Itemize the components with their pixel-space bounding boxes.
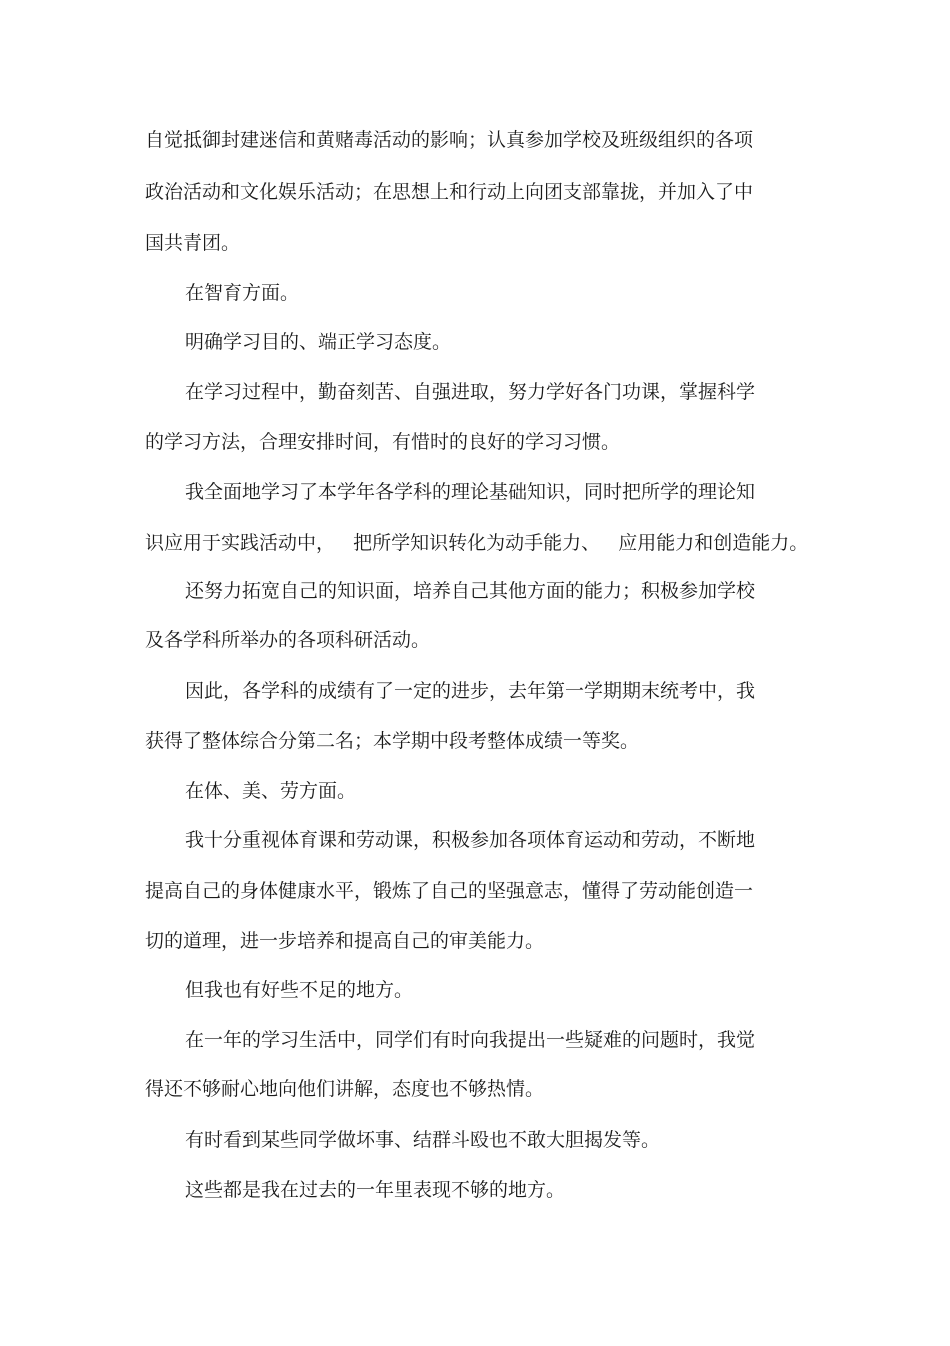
text-line: 的学习方法，合理安排时间，有惜时的良好的学习习惯。 — [145, 431, 621, 453]
paragraph-line: 在智育方面。 — [185, 282, 300, 304]
paragraph-line: 在一年的学习生活中，同学们有时向我提出一些疑难的问题时，我觉 — [185, 1029, 756, 1051]
paragraph-line: 因此，各学科的成绩有了一定的进步，去年第一学期期末统考中，我 — [185, 680, 756, 702]
text-line: 自觉抵御封建迷信和黄赌毒活动的影响；认真参加学校及班级组织的各项 — [145, 129, 754, 151]
paragraph-line: 明确学习目的、端正学习态度。 — [185, 331, 452, 353]
paragraph-line: 还努力拓宽自己的知识面，培养自己其他方面的能力；积极参加学校 — [185, 580, 756, 602]
paragraph-line: 在体、美、劳方面。 — [185, 780, 357, 802]
paragraph-line: 我全面地学习了本学年各学科的理论基础知识，同时把所学的理论知 — [185, 481, 756, 503]
text-line: 国共青团。 — [145, 232, 241, 254]
paragraph-line: 这些都是我在过去的一年里表现不够的地方。 — [185, 1179, 566, 1201]
text-line: 得还不够耐心地向他们讲解，态度也不够热情。 — [145, 1078, 545, 1100]
text-line: 切的道理，进一步培养和提高自己的审美能力。 — [145, 930, 545, 952]
paragraph-line: 在学习过程中，勤奋刻苦、自强进取，努力学好各门功课，掌握科学 — [185, 381, 756, 403]
text-line: 提高自己的身体健康水平，锻炼了自己的坚强意志，懂得了劳动能创造一 — [145, 880, 754, 902]
text-line: 获得了整体综合分第二名；本学期中段考整体成绩一等奖。 — [145, 730, 640, 752]
text-line: 识应用于实践活动中， 把所学知识转化为动手能力、 应用能力和创造能力。 — [145, 532, 809, 554]
paragraph-line: 我十分重视体育课和劳动课，积极参加各项体育运动和劳动，不断地 — [185, 829, 756, 851]
text-line: 及各学科所举办的各项科研活动。 — [145, 629, 431, 651]
paragraph-line: 但我也有好些不足的地方。 — [185, 979, 414, 1001]
text-line: 政治活动和文化娱乐活动；在思想上和行动上向团支部靠拢，并加入了中 — [145, 181, 754, 203]
paragraph-line: 有时看到某些同学做坏事、结群斗殴也不敢大胆揭发等。 — [185, 1129, 661, 1151]
